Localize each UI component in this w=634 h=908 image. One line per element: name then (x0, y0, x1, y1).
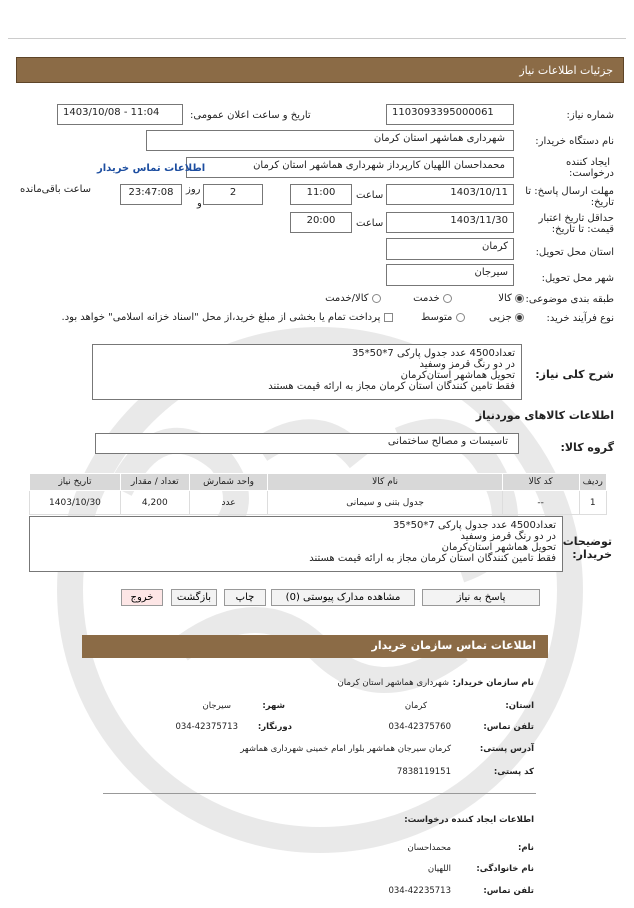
process-option-medium: متوسط (421, 312, 453, 323)
col-unit: واحد شمارش (189, 474, 268, 491)
page-header (16, 57, 624, 83)
category-radio-goods[interactable] (515, 294, 524, 303)
validity-date-field[interactable]: 1403/11/30 (386, 212, 514, 233)
creator-phone-label: تلفن تماس: (483, 886, 534, 896)
announce-label: تاریخ و ساعت اعلان عمومی: (190, 110, 311, 121)
days-suffix: و (197, 198, 202, 209)
contact-org-label: نام سازمان خریدار: (452, 678, 534, 688)
top-divider (8, 38, 626, 39)
category-label: طبقه بندی موضوعی: (525, 294, 614, 305)
buyer-contact-link[interactable]: اطلاعات تماس خریدار (97, 163, 206, 174)
process-label: نوع فرآیند خرید: (546, 313, 614, 324)
treasury-note: پرداخت تمام یا بخشی از مبلغ خرید،از محل "اسناد خزانه اسلامی" خواهد بود. (61, 312, 381, 323)
contact-city-value: سیرجان (202, 701, 231, 711)
buyer-notes-line-2: در دو رنگ قرمز وسفید (460, 531, 556, 542)
remaining-label: ساعت باقی‌مانده (20, 184, 92, 195)
creator-field[interactable]: محمداحسان اللهیان کارپرداز شهرداری هماشهر استان کرمان (186, 157, 514, 178)
goods-table (29, 473, 607, 515)
need-number-field[interactable]: 1103093395000061 (386, 104, 514, 125)
deadline-date-field[interactable]: 1403/10/11 (386, 184, 514, 205)
contact-divider (103, 793, 536, 794)
buyer-notes-line-3: تحویل هماشهر استان‌کرمان (441, 542, 556, 553)
validity-label-2: قیمت: تا تاریخ: (551, 224, 614, 235)
creator-label-2: درخواست: (569, 168, 614, 179)
buyer-notes-label-2: خریدار: (572, 548, 612, 561)
remaining-time-field[interactable]: 23:47:08 (120, 184, 182, 205)
city-field[interactable]: سیرجان (386, 264, 514, 286)
category-radio-both[interactable] (372, 294, 381, 303)
buyer-notes-label-1: توضیحات (562, 535, 612, 548)
process-radio-medium[interactable] (456, 313, 465, 322)
col-name: نام کالا (268, 474, 502, 491)
contact-header (82, 635, 548, 658)
summary-label: شرح کلی نیاز: (535, 368, 614, 381)
process-radio-minor[interactable] (515, 313, 524, 322)
announce-field[interactable]: 1403/10/08 - 11:04 (57, 104, 183, 125)
col-row: ردیف (579, 474, 606, 491)
contact-postal-value: 7838119151 (396, 767, 451, 777)
need-number-label: شماره نیاز: (566, 110, 614, 121)
contact-phone-label: تلفن تماس: (483, 722, 534, 732)
province-label: استان محل تحویل: (535, 247, 614, 258)
deadline-label-2: تاریخ: (590, 197, 614, 208)
buyer-notes-line-4: فقط تامین کنندگان استان کرمان مجاز به ارائه قیمت هستند (309, 553, 556, 564)
exit-button[interactable]: خروج (121, 589, 163, 606)
buyer-org-label: نام دستگاه خریدار: (535, 136, 614, 147)
table-row[interactable] (30, 491, 607, 515)
summary-line-2: در دو رنگ قرمز وسفید (419, 359, 515, 370)
validity-time-field[interactable]: 20:00 (290, 212, 352, 233)
summary-box (92, 344, 522, 400)
deadline-label-1: مهلت ارسال پاسخ: تا (525, 186, 614, 197)
contact-fax-label: دورنگار: (257, 722, 292, 732)
attachments-button[interactable]: مشاهده مدارک پیوستی (0) (271, 589, 415, 606)
contact-province-label: استان: (505, 701, 534, 711)
goods-table-header (30, 474, 607, 491)
creator-family-value: اللهیان (427, 864, 451, 874)
contact-city-label: شهر: (262, 701, 285, 711)
buyer-notes-box (29, 516, 563, 572)
contact-address-value: کرمان سیرجان هماشهر بلوار امام خمینی شهرداری هماشهر (240, 744, 451, 754)
buyer-notes-line-1: تعداد4500 عدد جدول پارکی 7*50*35 (392, 520, 556, 531)
creator-family-label: نام خانوادگی: (476, 864, 534, 874)
col-date: تاریخ نیاز (30, 474, 121, 491)
creator-phone-value: 034-42235713 (388, 886, 451, 896)
cell-qty: 4,200 (120, 491, 189, 515)
category-options (325, 293, 524, 304)
city-label: شهر محل تحویل: (541, 273, 614, 284)
contact-address-label: آدرس پستی: (479, 744, 534, 754)
deadline-time-field[interactable]: 11:00 (290, 184, 352, 205)
treasury-checkbox[interactable] (384, 313, 393, 322)
goods-group-field[interactable]: تاسیسات و مصالح ساختمانی (95, 433, 519, 454)
creator-name-label: نام: (517, 843, 534, 853)
category-option-service: خدمت (413, 293, 440, 304)
deadline-time-label: ساعت (356, 190, 384, 201)
category-radio-service[interactable] (443, 294, 452, 303)
creator-name-value: محمداحسان (407, 843, 451, 853)
cell-name: جدول بتنی و سیمانی (268, 491, 502, 515)
province-field[interactable]: کرمان (386, 238, 514, 260)
contact-phone-value: 034-42375760 (388, 722, 451, 732)
contact-province-value: کرمان (404, 701, 427, 711)
print-button[interactable]: چاپ (224, 589, 266, 606)
page-title: جزئیات اطلاعات نیاز (519, 64, 613, 77)
cell-code: -- (502, 491, 579, 515)
validity-time-label: ساعت (356, 218, 384, 229)
col-code: کد کالا (502, 474, 579, 491)
summary-line-1: تعداد4500 عدد جدول پارکی 7*50*35 (351, 348, 515, 359)
process-options (62, 312, 524, 323)
category-option-goods: کالا (498, 293, 512, 304)
cell-row: 1 (579, 491, 606, 515)
cell-unit: عدد (189, 491, 268, 515)
category-option-both: کالا/خدمت (325, 293, 369, 304)
validity-label-1: حداقل تاریخ اعتبار (538, 213, 614, 224)
goods-section-title: اطلاعات کالاهای موردنیاز (475, 409, 614, 422)
goods-group-label: گروه کالا: (560, 441, 614, 454)
creator-info-title: اطلاعات ایجاد کننده درخواست: (404, 815, 534, 825)
contact-title: اطلاعات تماس سازمان خریدار (371, 639, 536, 652)
contact-fax-value: 034-42375713 (175, 722, 238, 732)
cell-date: 1403/10/30 (30, 491, 121, 515)
process-option-minor: جزیی (488, 312, 512, 323)
contact-org-value: شهرداری هماشهر استان کرمان (337, 678, 449, 688)
days-field[interactable]: 2 (203, 184, 263, 205)
creator-label-1: ایجاد کننده (566, 157, 610, 168)
summary-line-4: فقط تامین کنندگان استان کرمان مجاز به ارائه قیمت هستند (268, 381, 515, 392)
back-button[interactable]: بازگشت (171, 589, 217, 606)
reply-button[interactable]: پاسخ به نیاز (422, 589, 540, 606)
col-qty: تعداد / مقدار (120, 474, 189, 491)
days-label: روز (186, 184, 201, 195)
summary-line-3: تحویل هماشهر استان‌کرمان (400, 370, 515, 381)
buyer-org-field[interactable]: شهرداری هماشهر استان کرمان (146, 130, 514, 151)
contact-postal-label: کد پستی: (493, 767, 534, 777)
